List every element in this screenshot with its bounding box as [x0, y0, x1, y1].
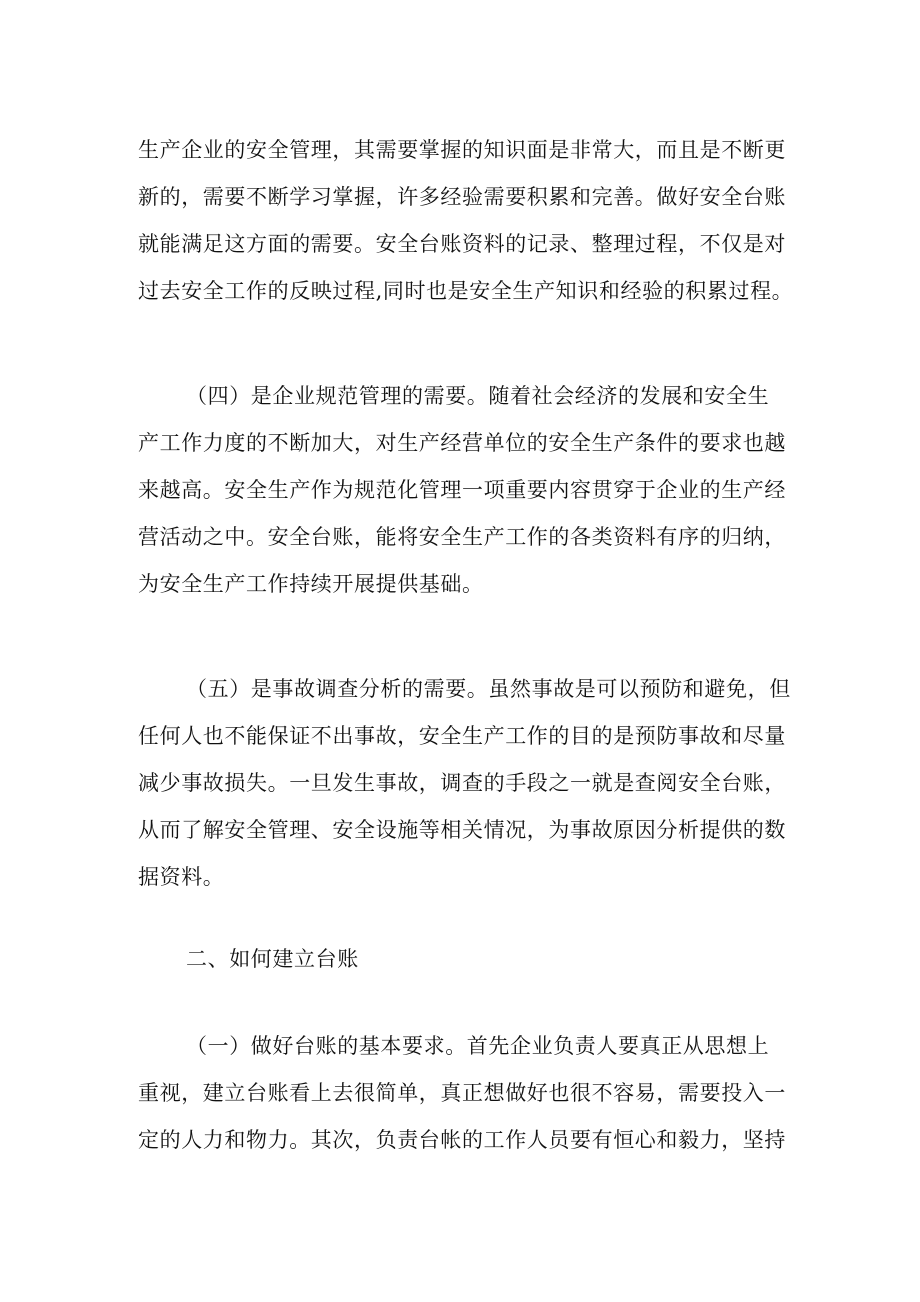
- paragraph-3-line-1: （五）是事故调查分析的需要。虽然事故是可以预防和避免，但: [186, 677, 791, 701]
- paragraph-3-line-4: 从而了解安全管理、安全设施等相关情况，为事故原因分析提供的数: [138, 818, 786, 842]
- paragraph-4-line-2: 重视，建立台账看上去很简单，真正想做好也很不容易，需要投入一: [138, 1081, 786, 1105]
- paragraph-3-line-2: 任何人也不能保证不出事故，安全生产工作的目的是预防事故和尽量: [138, 724, 786, 748]
- paragraph-3-line-3: 减少事故损失。一旦发生事故，调查的手段之一就是查阅安全台账，: [138, 771, 786, 795]
- paragraph-2-line-4: 营活动之中。安全台账，能将安全生产工作的各类资料有序的归纳，: [138, 525, 786, 549]
- paragraph-1-line-2: 新的，需要不断学习掌握，许多经验需要积累和完善。做好安全台账: [138, 185, 786, 209]
- paragraph-2-line-5: 为安全生产工作持续开展提供基础。: [138, 572, 484, 596]
- paragraph-2-line-3: 来越高。安全生产作为规范化管理一项重要内容贯穿于企业的生产经: [138, 478, 786, 502]
- paragraph-4-line-3: 定的人力和物力。其次，负责台帐的工作人员要有恒心和毅力，坚持: [138, 1128, 786, 1152]
- paragraph-2-line-2: 产工作力度的不断加大，对生产经营单位的安全生产条件的要求也越: [138, 431, 786, 455]
- paragraph-3-line-5: 据资料。: [138, 865, 225, 889]
- paragraph-1-line-3: 就能满足这方面的需要。安全台账资料的记录、整理过程，不仅是对: [138, 232, 786, 256]
- section-heading: 二、如何建立台账: [186, 947, 359, 971]
- paragraph-1-line-1: 生产企业的安全管理，其需要掌握的知识面是非常大，而且是不断更: [138, 138, 786, 162]
- paragraph-4-line-1: （一）做好台账的基本要求。首先企业负责人要真正从思想上: [186, 1034, 770, 1058]
- paragraph-1-line-4: 过去安全工作的反映过程,同时也是安全生产知识和经验的积累过程。: [138, 279, 794, 303]
- paragraph-2-line-1: （四）是企业规范管理的需要。随着社会经济的发展和安全生: [186, 384, 770, 408]
